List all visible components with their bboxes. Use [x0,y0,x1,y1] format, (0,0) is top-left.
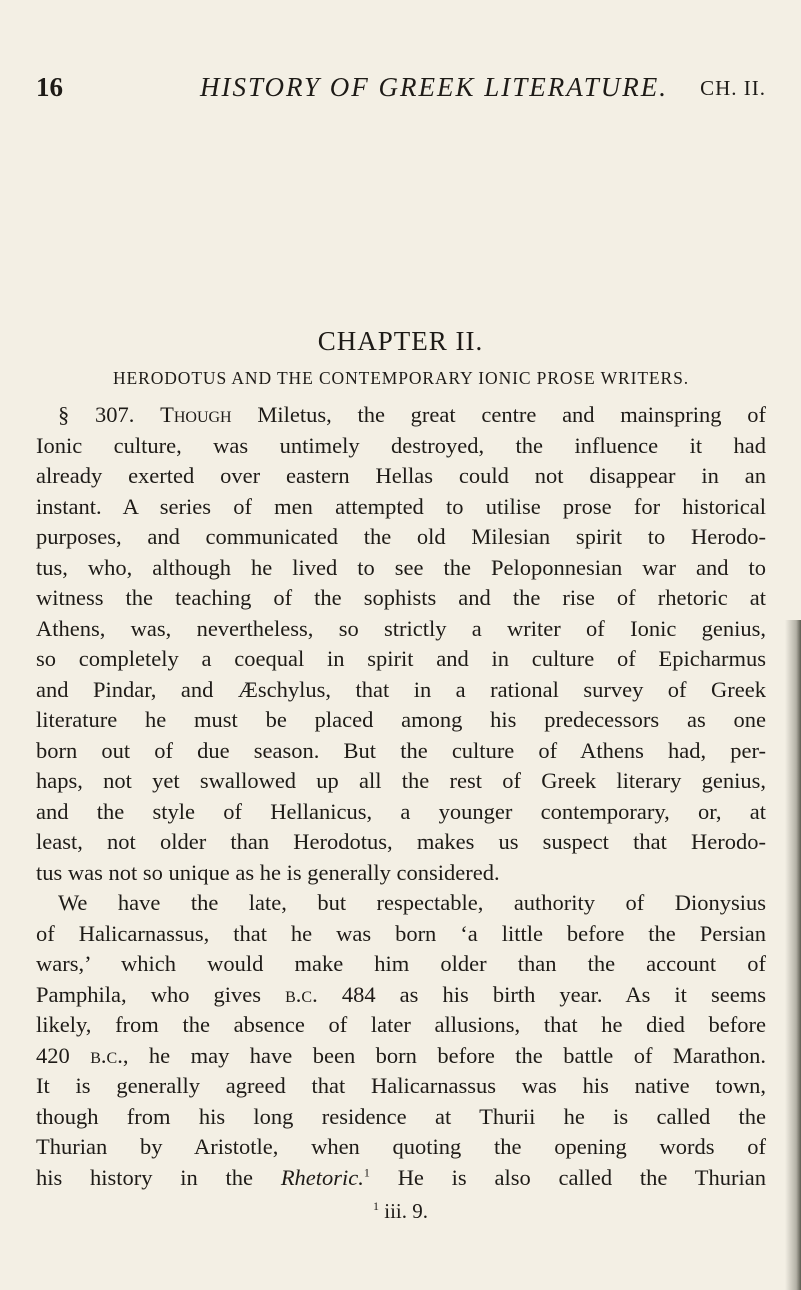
text-line: purposes, and communicated the old Milesian spirit to Herodo- [36,524,766,549]
footnote-ref: 1 [363,1165,370,1179]
page-edge-shadow [785,620,801,1290]
text-line: and the style of Hellanicus, a younger contemporary, or, at [36,798,766,824]
section-mark: § 307. [58,402,135,427]
text-line: likely, from the absence of later allusions, that he died before [36,1012,766,1037]
text-line: of Halicarnassus, that he was born ‘a little before the Persian [36,920,766,946]
text-line: and Pindar, and Æschylus, that in a rational survey of Greek [36,676,766,702]
text-line: tus was not so unique as he is generally considered. [36,859,500,885]
text-line: though from his long residence at Thurii he is called the [36,1103,766,1129]
text-line: born out of due season. But the culture of Athens had, per- [36,737,766,763]
text-line: Athens, was, nevertheless, so strictly a writer of Ionic genius, [36,615,766,641]
text-line: It is generally agreed that Halicarnassus was his native town, [36,1073,766,1098]
text-line: We have the late, but respectable, authority of Dionysius [58,890,766,915]
footnote [0,1199,801,1224]
running-head [36,72,766,108]
text-line: Pamphila, who gives b.c. 484 as his birth year. As it seems [36,981,767,1007]
page-number: 16 [36,72,63,102]
text-line: literature he must be placed among his predecessors as one [36,707,766,732]
text-line: haps, not yet swallowed up all the rest of Greek literary genius, [36,768,766,793]
bc-abbrev: b.c. [90,1042,123,1068]
text-line: instant. A series of men attempted to utilise prose for historical [36,493,766,519]
text-line: already exerted over eastern Hellas could not disappear in an [36,463,766,488]
chapter-heading: CHAPTER II. [317,326,484,356]
running-chapter: CH. II. [700,76,766,100]
text-line: § 307. Though Miletus, the great centre and mainspring of [58,402,766,427]
body-text [36,400,766,1193]
lead-word: Though [160,402,232,427]
bc-abbrev: b.c. [285,981,318,1007]
work-title: Rhetoric. [280,1164,364,1190]
footnote-marker: 1 [372,1199,379,1213]
text-line: 420 b.c., he may have been born before the battle of Marathon. [36,1042,766,1068]
text-line: his history in the Rhetoric.$^1$ He is also called the Thurian [36,1164,767,1190]
text-line: wars,’ which would make him older than the account of [36,951,766,976]
section-subtitle: HERODOTUS AND THE CONTEMPORARY IONIC PROSE WRITERS. [113,368,689,388]
text-line: Thurian by Aristotle, when quoting the opening words of [36,1134,766,1159]
text-line: witness the teaching of the sophists and the rise of rhetoric at [36,585,766,610]
text-line: Ionic culture, was untimely destroyed, the influence it had [36,432,766,458]
text-line: tus, who, although he lived to see the Peloponnesian war and to [36,554,766,580]
text-line: so completely a coequal in spirit and in culture of Epicharmus [36,646,766,671]
footnote-text: iii. 9. [384,1199,428,1223]
text-line: least, not older than Herodotus, makes us suspect that Herodo- [36,829,766,854]
running-title: HISTORY OF GREEK LITERATURE. [200,72,669,102]
